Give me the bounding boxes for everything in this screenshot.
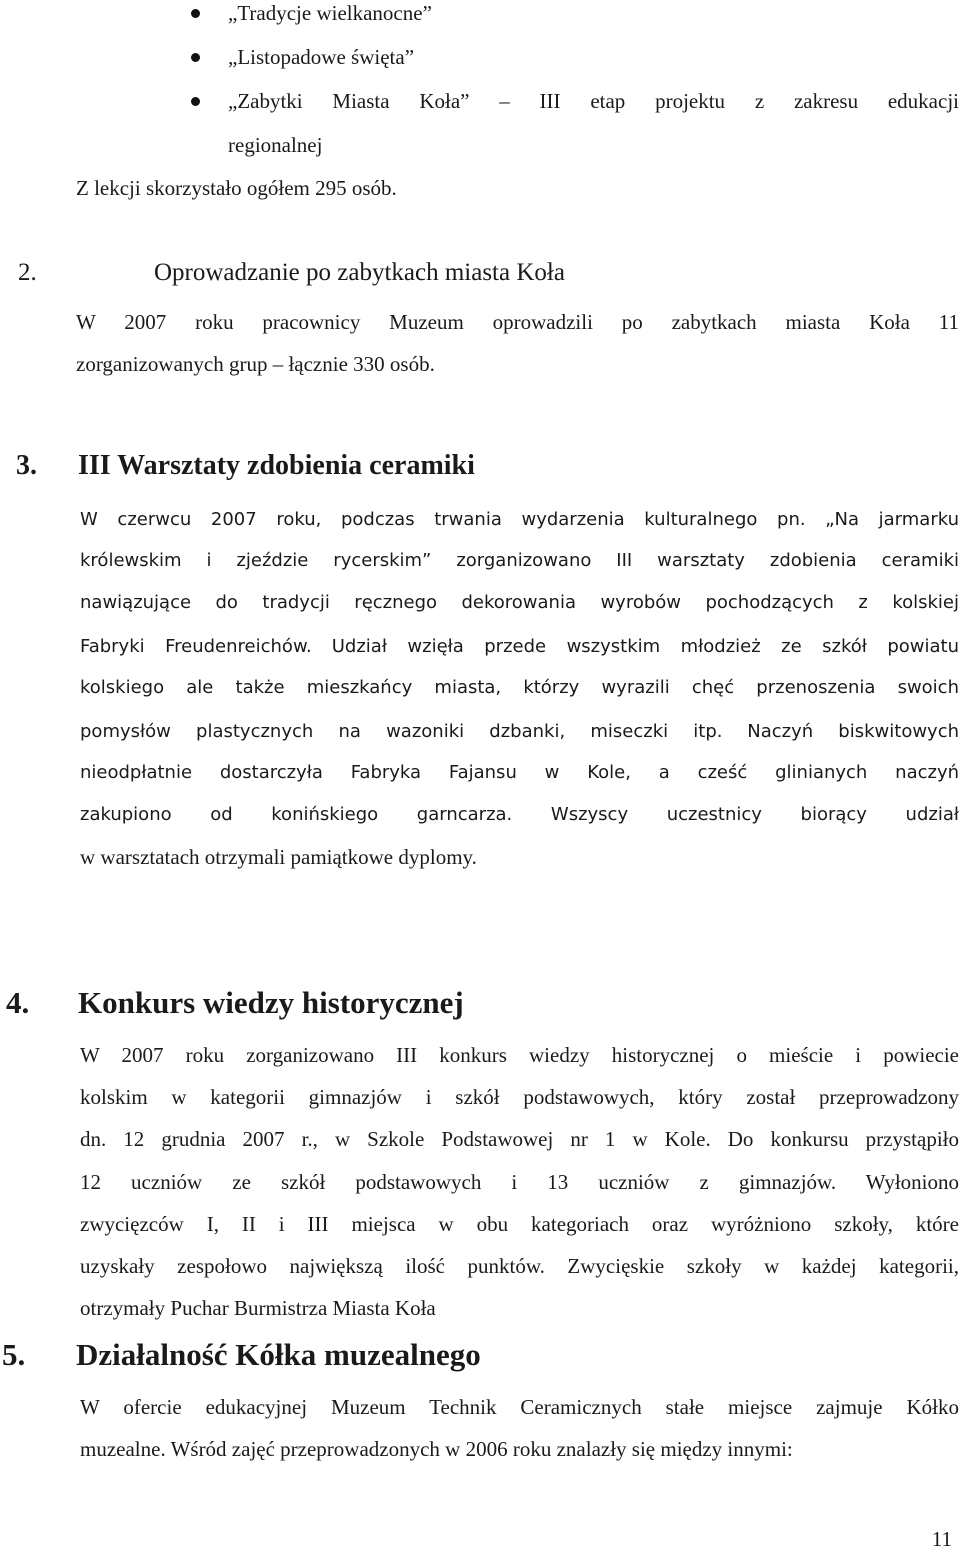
paragraph-line [80,633,959,659]
section-title: III Warsztaty zdobienia ceramiki [78,450,475,481]
paragraph-line: królewskim i zjeździe rycerskim” zorganizowano III warsztaty zdobienia ceramiki [80,550,959,571]
paragraph-line: 12 uczniów ze szkół podstawowych i 13 uczniów z gimnazjów. Wyłoniono [80,1170,959,1194]
bullet-text: regionalnej [228,133,323,157]
section-number: 2. [18,259,37,286]
bullet-text: „Listopadowe święta” [228,45,415,69]
bullet-text: „Tradycje wielkanocne” [228,1,432,25]
paragraph-line: nawiązujące do tradycji ręcznego dekorowania wyrobów pochodzących z kolskiej [80,592,959,613]
section-title: Oprowadzanie po zabytkach miasta Koła [154,259,565,286]
paragraph-line: w warsztatach otrzymali pamiątkowe dyplomy. [80,845,477,869]
section-number: 5. [2,1337,26,1372]
section-title: Działalność Kółka muzealnego [76,1337,481,1372]
paragraph-line: dn. 12 grudnia 2007 r., w Szkole Podstawowej nr 1 w Kole. Do konkursu przystąpiło [80,1127,959,1151]
bullet-text: „Zabytki Miasta Koła” – III etap projektu z zakresu edukacji [228,89,959,113]
paragraph-text: Naczyń biskwitowych [747,721,960,742]
paragraph-line: otrzymały Puchar Burmistrza Miasta Koła [80,1296,436,1320]
paragraph-line [80,506,959,532]
section-title: Konkurs wiedzy historycznej [78,985,464,1020]
paragraph-line: zwycięzców I, II i III miejsca w obu kategoriach oraz wyróżniono szkoły, które [80,1212,959,1236]
bullet-dot-icon [191,97,200,106]
paragraph-text: pomysłów plastycznych na wazoniki dzbanki, miseczki itp. [80,721,723,742]
paragraph-line [80,718,959,744]
paragraph-line: uzyskały zespołowo największą ilość punktów. Zwycięskie szkoły w każdej kategorii, [80,1254,959,1278]
paragraph-line: W 2007 roku pracownicy Muzeum oprowadzili po zabytkach miasta Koła 11 [76,310,959,334]
paragraph-line: zorganizowanych grup – łącznie 330 osób. [76,352,435,376]
paragraph-line: W ofercie edukacyjnej Muzeum Technik Ceramicznych stałe miejsce zajmuje Kółko [80,1395,959,1419]
section-number: 4. [6,985,30,1020]
paragraph-text: W czerwcu 2007 roku, podczas trwania wydarzenia kulturalnego pn. „Na jarmarku [80,509,959,530]
summary-line: Z lekcji skorzystało ogółem 295 osób. [76,176,397,200]
bullet-dot-icon [191,53,200,62]
paragraph-line: nieodpłatnie dostarczyła Fabryka Fajansu w Kole, a cześć glinianych naczyń [80,762,959,783]
paragraph-text: Udział wzięła przede wszystkim młodzież ze szkół powiatu [331,636,960,657]
paragraph-text: Fabryki Freudenreichów. [80,636,312,657]
paragraph-line: kolskiego ale także mieszkańcy miasta, którzy wyrazili chęć przenoszenia swoich [80,677,959,698]
paragraph-line: zakupiono od konińskiego garncarza. Wszyscy uczestnicy biorący udział [80,804,959,825]
section-number: 3. [16,450,37,481]
paragraph-line: muzealne. Wśród zajęć przeprowadzonych w 2006 roku znalazły się między innymi: [80,1437,793,1461]
paragraph-line: kolskim w kategorii gimnazjów i szkół podstawowych, który został przeprowadzony [80,1085,959,1109]
page-number: 11 [931,1527,952,1551]
paragraph-line: W 2007 roku zorganizowano III konkurs wiedzy historycznej o mieście i powiecie [80,1043,959,1067]
bullet-dot-icon [191,9,200,18]
